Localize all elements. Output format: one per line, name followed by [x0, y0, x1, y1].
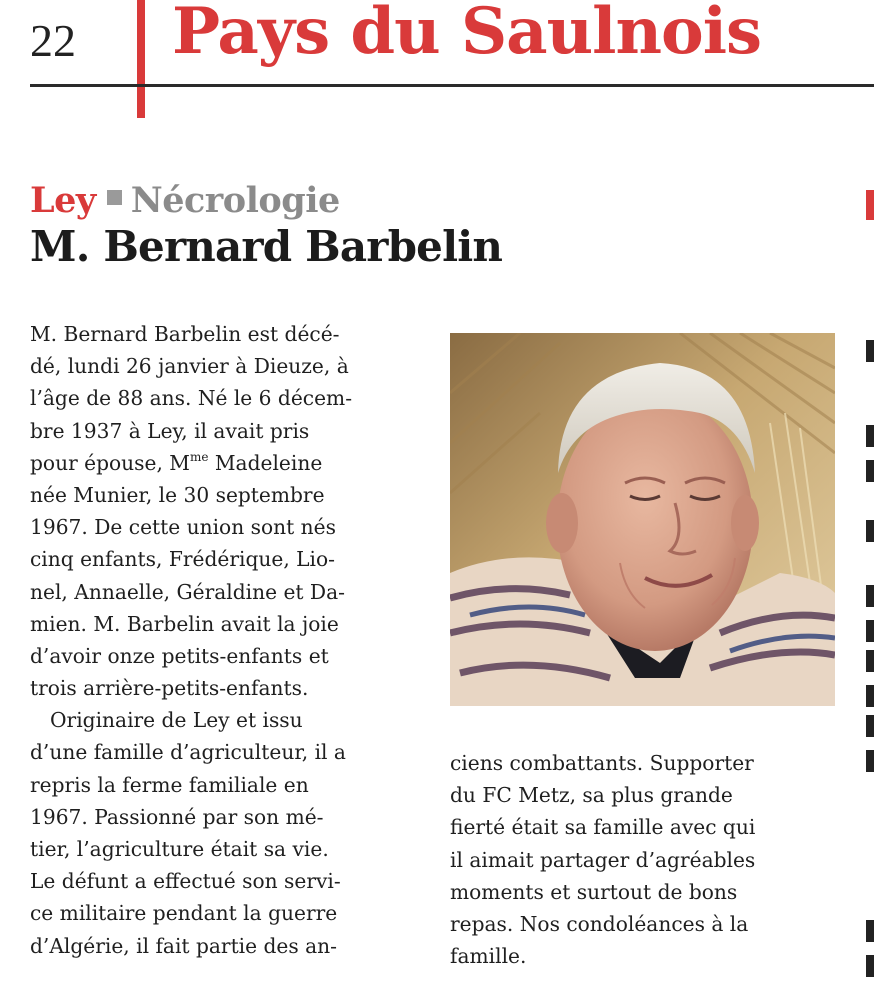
body-text-line: fierté était sa famille avec qui — [450, 815, 756, 840]
body-text-line: du FC Metz, sa plus grande — [450, 783, 733, 808]
body-text-line: pour épouse, $M^{me}$ Madeleine — [30, 449, 323, 475]
body-text-line: d’avoir onze petits-enfants et — [30, 643, 329, 668]
body-text-line: M. Bernard Barbelin est décé- — [30, 322, 340, 346]
body-text-line: ciens combattants. Supporter — [450, 751, 754, 775]
header-red-rule — [137, 0, 145, 118]
body-text-line: famille. — [450, 944, 527, 969]
page-number: 22 — [30, 15, 76, 66]
body-text-line: dé, lundi 26 janvier à Dieuze, à — [30, 354, 349, 379]
body-text-line: cinq enfants, Frédérique, Lio- — [30, 547, 335, 572]
header-divider — [30, 84, 874, 87]
body-text-line: 1967. De cette union sont nés — [30, 515, 336, 540]
body-text-line: ce militaire pendant la guerre — [30, 901, 338, 926]
body-text-line: née Munier, le 30 septembre — [30, 482, 325, 507]
body-text-line: tier, l’agriculture était sa vie. — [30, 837, 329, 861]
square-bullet-icon — [107, 190, 122, 205]
kicker-place: Ley — [30, 180, 96, 221]
body-text-line: repas. Nos condoléances à la — [450, 911, 749, 936]
section-title: Pays du Saulnois — [172, 0, 762, 69]
body-text-line: l’âge de 88 ans. Né le 6 décem- — [30, 386, 353, 411]
body-text-line: mien. M. Barbelin avait la joie — [30, 611, 339, 636]
article-headline: M. Bernard Barbelin — [30, 222, 503, 271]
body-text-line: d’Algérie, il fait partie des an- — [30, 933, 338, 958]
body-text-line: d’une famille d’agriculteur, il a — [30, 740, 346, 765]
body-text-line: 1967. Passionné par son mé- — [30, 804, 324, 829]
body-text-line: Originaire de Ley et issu — [50, 708, 303, 733]
body-text-line: trois arrière-petits-enfants. — [30, 676, 309, 701]
body-text-line: nel, Annaelle, Géraldine et Da- — [30, 579, 345, 604]
body-text-line: bre 1937 à Ley, il avait pris — [30, 418, 310, 443]
body-text-line: Le défunt a effectué son servi- — [30, 869, 341, 894]
article-body-right-column — [450, 747, 840, 972]
body-text-line: repris la ferme familiale en — [30, 772, 309, 797]
portrait-photo — [450, 333, 835, 706]
article-kicker — [30, 180, 340, 221]
body-text-line: il aimait partager d’agréables — [450, 847, 756, 872]
kicker-rubric: Nécrologie — [130, 180, 340, 221]
article-body-left-column — [30, 318, 420, 962]
portrait-image — [450, 333, 835, 706]
body-text-line: moments et surtout de bons — [450, 879, 738, 904]
